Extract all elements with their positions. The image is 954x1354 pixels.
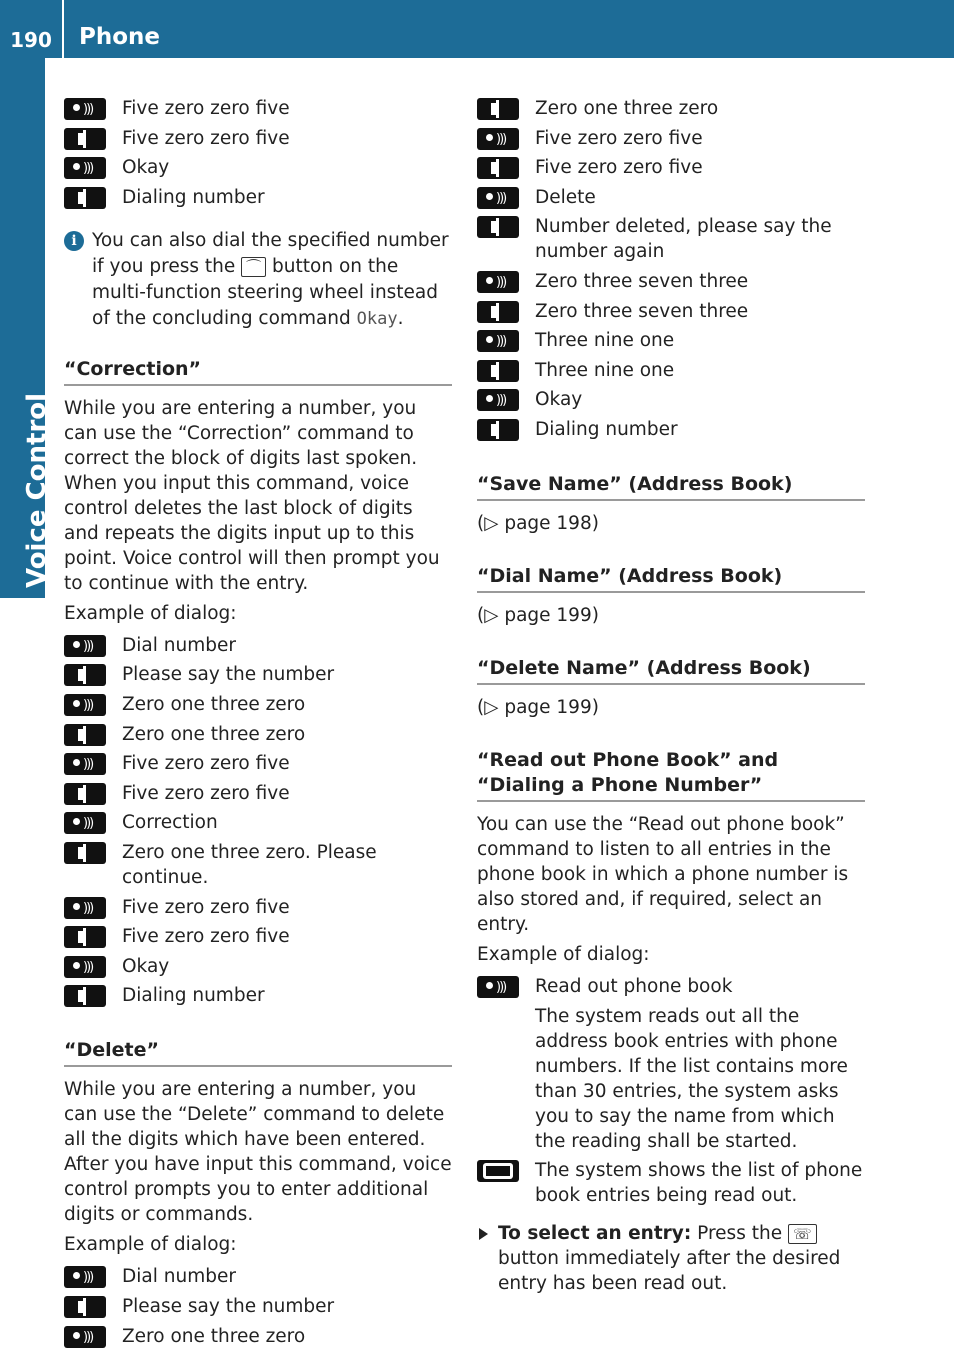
dialog-line <box>64 1294 452 1319</box>
dialog-line <box>477 358 865 383</box>
page-header <box>0 0 954 58</box>
system-speaks-icon <box>64 1296 106 1318</box>
dialog-text: Five zero zero five <box>122 98 290 119</box>
dialog-list <box>64 96 452 210</box>
dialog-line <box>64 810 452 835</box>
dialog-text: Correction <box>122 812 218 834</box>
system-speaks-icon <box>477 419 519 441</box>
user-speaks-icon <box>64 1266 106 1288</box>
page-reference: (▷ page 198) <box>477 512 599 534</box>
dialog-line <box>477 155 865 180</box>
user-speaks-icon <box>64 1326 106 1348</box>
dialog-line <box>64 954 452 979</box>
user-speaks-icon <box>64 956 106 978</box>
dialog-line <box>64 781 452 806</box>
dialog-line <box>477 214 865 264</box>
system-speaks-icon <box>64 664 106 686</box>
page-number: 190 <box>0 0 64 58</box>
user-speaks-icon <box>64 897 106 919</box>
user-speaks-icon <box>477 187 519 209</box>
system-speaks-icon <box>64 187 106 209</box>
system-speaks-icon <box>477 157 519 179</box>
system-speaks-icon <box>477 360 519 382</box>
dialog-line <box>64 185 452 210</box>
dialog-text: Dialing number <box>535 418 678 440</box>
dialog-text: The system reads out all the address book entries with phone numbers. If the list contains more than 30 entries, the system asks you to say the name from which the reading shall be started. <box>535 1005 848 1152</box>
left-column <box>64 96 452 1353</box>
system-speaks-icon <box>64 842 106 864</box>
dialog-text: Dial number <box>122 634 236 656</box>
correction-body: While you are entering a number, you can use the “Correction” command to correct the block of digits last spoken. When you input this command, voice control deletes the last block of digits and repeats the digits input up to this point. Voice control will then prompt you to continue with the entry. <box>64 397 440 594</box>
dialog-text: Please say the number <box>122 664 335 686</box>
voice-button-icon: ☏ <box>788 1224 817 1244</box>
dialog-line <box>477 417 865 442</box>
action-step <box>477 1221 865 1296</box>
dialog-line <box>64 155 452 180</box>
dialog-line <box>477 1004 865 1154</box>
command-okay: Okay <box>356 308 398 329</box>
read-out-body: You can use the “Read out phone book” command to listen to all entries in the phone book in which a phone number is also stored and, if required, select an entry. <box>477 813 849 935</box>
dialog-text: Read out phone book <box>535 975 733 997</box>
dialog-text: Five zero zero five <box>122 896 290 918</box>
dialog-line <box>477 974 865 999</box>
user-speaks-icon <box>64 157 106 179</box>
section-heading-read-out: “Read out Phone Book” and “Dialing a Phone Number” <box>477 748 865 802</box>
dialog-line <box>64 692 452 717</box>
dialog-line <box>477 328 865 353</box>
dialog-text: Zero three seven three <box>535 270 749 292</box>
page-reference: (▷ page 199) <box>477 604 599 626</box>
example-label: Example of dialog: <box>64 1234 237 1256</box>
dialog-line <box>477 1158 865 1208</box>
info-icon: i <box>64 231 84 251</box>
system-speaks-icon <box>64 985 106 1007</box>
dialog-text: Okay <box>535 389 583 411</box>
dialog-text: Number deleted, please say the number again <box>535 216 832 263</box>
dialog-text: Three nine one <box>535 330 675 352</box>
side-tab <box>0 58 52 598</box>
dialog-line <box>64 895 452 920</box>
dialog-text: Five zero zero five <box>535 157 703 179</box>
dialog-line <box>477 126 865 151</box>
user-speaks-icon <box>64 753 106 775</box>
dialog-line <box>64 1324 452 1349</box>
user-speaks-icon <box>64 812 106 834</box>
dialog-line <box>64 662 452 687</box>
right-column <box>477 96 865 1296</box>
user-speaks-icon <box>477 976 519 998</box>
dialog-line <box>477 96 865 121</box>
action-text: To select an entry: Press the ☏ button immediately after the desired entry has been read out. <box>498 1223 841 1295</box>
section-heading-delete: “Delete” <box>64 1038 452 1067</box>
phone-button-icon: ⌒ <box>241 257 266 277</box>
user-speaks-icon <box>64 635 106 657</box>
dialog-text: Three nine one <box>535 359 675 381</box>
dialog-line <box>64 983 452 1008</box>
system-speaks-icon <box>477 216 519 238</box>
dialog-line <box>64 126 452 151</box>
example-label: Example of dialog: <box>64 602 237 624</box>
display-icon <box>477 1160 519 1182</box>
dialog-line <box>64 1264 452 1289</box>
chapter-title: Phone <box>79 24 161 50</box>
section-heading-delete-name: “Delete Name” (Address Book) <box>477 656 865 685</box>
dialog-text: Please say the number <box>122 1295 335 1317</box>
side-tab-label: Voice Control <box>22 392 52 588</box>
page-reference: (▷ page 199) <box>477 696 599 718</box>
user-speaks-icon <box>477 128 519 150</box>
dialog-line <box>64 751 452 776</box>
dialog-text: Dialing number <box>122 186 265 208</box>
example-label: Example of dialog: <box>477 943 650 965</box>
dialog-text: Zero one three zero. Please continue. <box>122 841 377 888</box>
dialog-line <box>64 633 452 658</box>
dialog-line <box>477 299 865 324</box>
system-speaks-icon <box>64 926 106 948</box>
section-heading-save-name: “Save Name” (Address Book) <box>477 472 865 501</box>
user-speaks-icon <box>477 389 519 411</box>
delete-body: While you are entering a number, you can use the “Delete” command to delete all the digits which have been entered. After you have input this command, voice control prompts you to enter additional digits or commands. <box>64 1079 452 1226</box>
user-speaks-icon <box>64 98 106 120</box>
dialog-text: Five zero zero five <box>535 127 703 149</box>
dialog-text: Dialing number <box>122 985 265 1007</box>
dialog-list <box>477 96 865 442</box>
dialog-text: Five zero zero five <box>122 127 290 149</box>
system-speaks-icon <box>477 98 519 120</box>
arrow-icon <box>479 1228 488 1240</box>
system-speaks-icon <box>64 724 106 746</box>
info-note <box>64 228 452 332</box>
dialog-text: Zero one three zero <box>535 98 719 119</box>
section-heading-correction: “Correction” <box>64 357 452 386</box>
info-text: You can also dial the specified number if you press the ⌒ button on the multi-function steering wheel instead of the concluding command Okay. <box>92 229 449 329</box>
system-speaks-icon <box>64 128 106 150</box>
dialog-text: Delete <box>535 186 596 208</box>
dialog-line <box>64 96 452 121</box>
dialog-text: Zero one three zero <box>122 723 306 745</box>
dialog-list <box>477 974 865 1208</box>
dialog-text: Five zero zero five <box>122 782 290 804</box>
dialog-line <box>477 269 865 294</box>
dialog-text: Okay <box>122 157 170 179</box>
dialog-text: Dial number <box>122 1266 236 1288</box>
dialog-line <box>64 722 452 747</box>
dialog-text: Zero one three zero <box>122 1325 306 1347</box>
dialog-line <box>64 924 452 949</box>
dialog-line <box>477 185 865 210</box>
user-speaks-icon <box>477 271 519 293</box>
dialog-list <box>64 1264 452 1348</box>
system-speaks-icon <box>64 783 106 805</box>
dialog-line <box>64 840 452 890</box>
dialog-text: Five zero zero five <box>122 926 290 948</box>
dialog-list <box>64 633 452 1009</box>
user-speaks-icon <box>64 694 106 716</box>
dialog-line <box>477 387 865 412</box>
blank-icon <box>477 1006 519 1028</box>
dialog-text: The system shows the list of phone book entries being read out. <box>535 1160 863 1207</box>
dialog-text: Five zero zero five <box>122 753 290 775</box>
user-speaks-icon <box>477 330 519 352</box>
system-speaks-icon <box>477 301 519 323</box>
section-heading-dial-name: “Dial Name” (Address Book) <box>477 564 865 593</box>
dialog-text: Zero one three zero <box>122 693 306 715</box>
dialog-text: Zero three seven three <box>535 300 749 322</box>
dialog-text: Okay <box>122 955 170 977</box>
